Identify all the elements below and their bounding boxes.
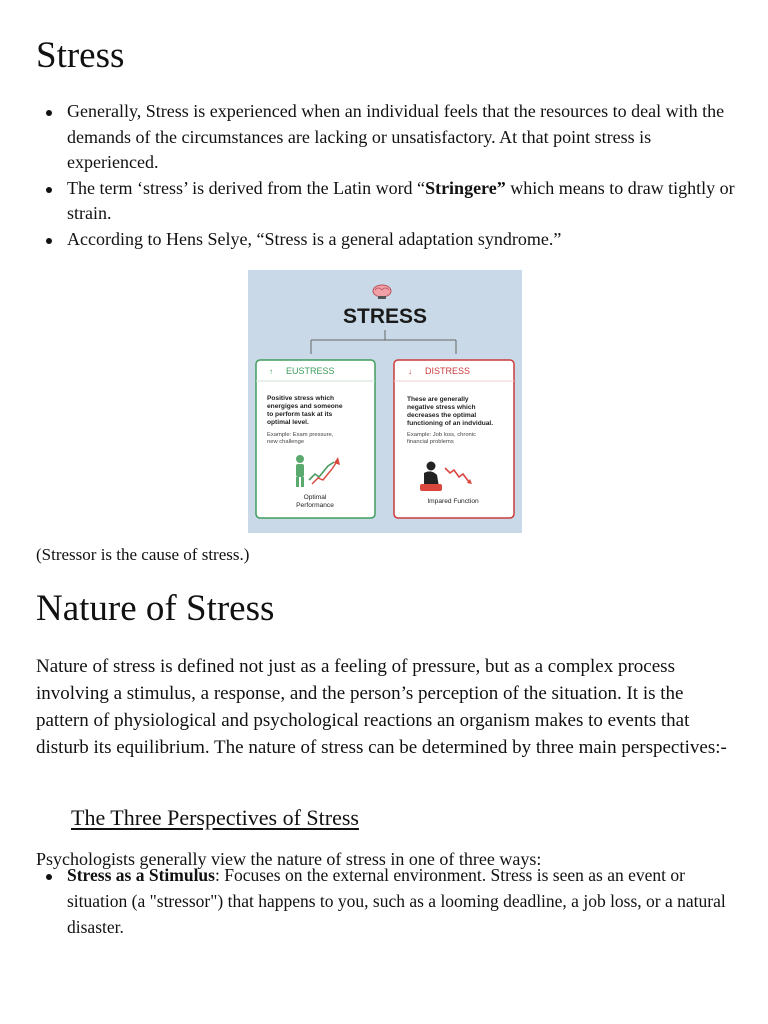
infographic-svg (248, 270, 522, 533)
list-item (36, 227, 736, 253)
distress-card (394, 360, 514, 518)
bullet-text: According to Hens Selye, “Stress is a general adaptation syndrome.” (67, 228, 562, 249)
eustress-desc-line: Positive stress which (267, 395, 335, 402)
bullet-text: : Focuses on the external environment. Stress is seen as an event or situation (a "stressor") that happens to you, such as a looming deadline, a job loss, or a natural disaster. (67, 865, 726, 937)
distress-example-line: financial problems (407, 439, 454, 445)
arrow-down-icon: ↓ (408, 367, 412, 376)
eustress-outcome-line: Optimal (303, 494, 327, 501)
bold-term: Stringere” (425, 177, 506, 198)
bullet-text: Generally, Stress is experienced when an individual feels that the resources to deal with the demands of the circumstances are lacking or unsatisfactory. At that point stress is experienced. (67, 101, 725, 172)
perspectives-list (36, 862, 736, 940)
bold-term: Stress as a Stimulus (67, 865, 215, 885)
stress-infographic (248, 270, 522, 533)
brain-icon (373, 285, 391, 299)
eustress-outcome-line: Performance (296, 502, 334, 509)
eustress-desc-line: optimal level. (267, 419, 309, 426)
subheading-three-perspectives: The Three Perspectives of Stress (71, 805, 359, 830)
distress-desc-line: These are generally (407, 396, 469, 403)
distress-label: DISTRESS (425, 366, 471, 376)
distress-outcome: Impared Function (427, 498, 479, 505)
list-item (36, 862, 736, 940)
infographic-title: STRESS (342, 305, 428, 328)
perspectives-intro: Psychologists generally view the nature of stress in one of three ways: (36, 849, 542, 869)
distress-example-line: Example: Job loss, chronic (407, 432, 476, 438)
list-item (36, 99, 736, 176)
eustress-desc-line: energiges and someone (267, 403, 343, 410)
distress-desc-line: functioning of an indvidual. (407, 420, 494, 427)
list-item (36, 176, 736, 227)
distress-desc-line: decreases the optimal (407, 412, 477, 419)
figure-caption: (Stressor is the cause of stress.) (36, 545, 250, 564)
section-title-stress: Stress (36, 35, 125, 76)
nature-paragraph: Nature of stress is defined not just as a feeling of pressure, but as a complex process involving a stimulus, a response, and the person’s perception of the situation. It is the pattern of physiological and psychological reactions an organism makes to events that disturb its equilibrium. The nature of stress can be determined by three main perspectives:- (36, 656, 727, 758)
connector-lines (311, 330, 456, 354)
eustress-card (256, 360, 375, 518)
section-title-nature: Nature of Stress (36, 588, 275, 629)
distress-desc-line: negative stress which (407, 404, 476, 411)
bullet-text: The term ‘stress’ is derived from the Latin word “ (67, 177, 426, 198)
stress-bullet-list (36, 99, 736, 252)
eustress-label: EUSTRESS (286, 366, 335, 376)
bullet-text: which means to draw tightly or strain. (67, 177, 735, 223)
eustress-example-line: new challenge (267, 439, 305, 445)
eustress-desc-line: to perform task at its (267, 411, 333, 418)
arrow-up-icon: ↑ (269, 367, 273, 376)
eustress-example-line: Example: Exam pressure, (267, 432, 334, 438)
